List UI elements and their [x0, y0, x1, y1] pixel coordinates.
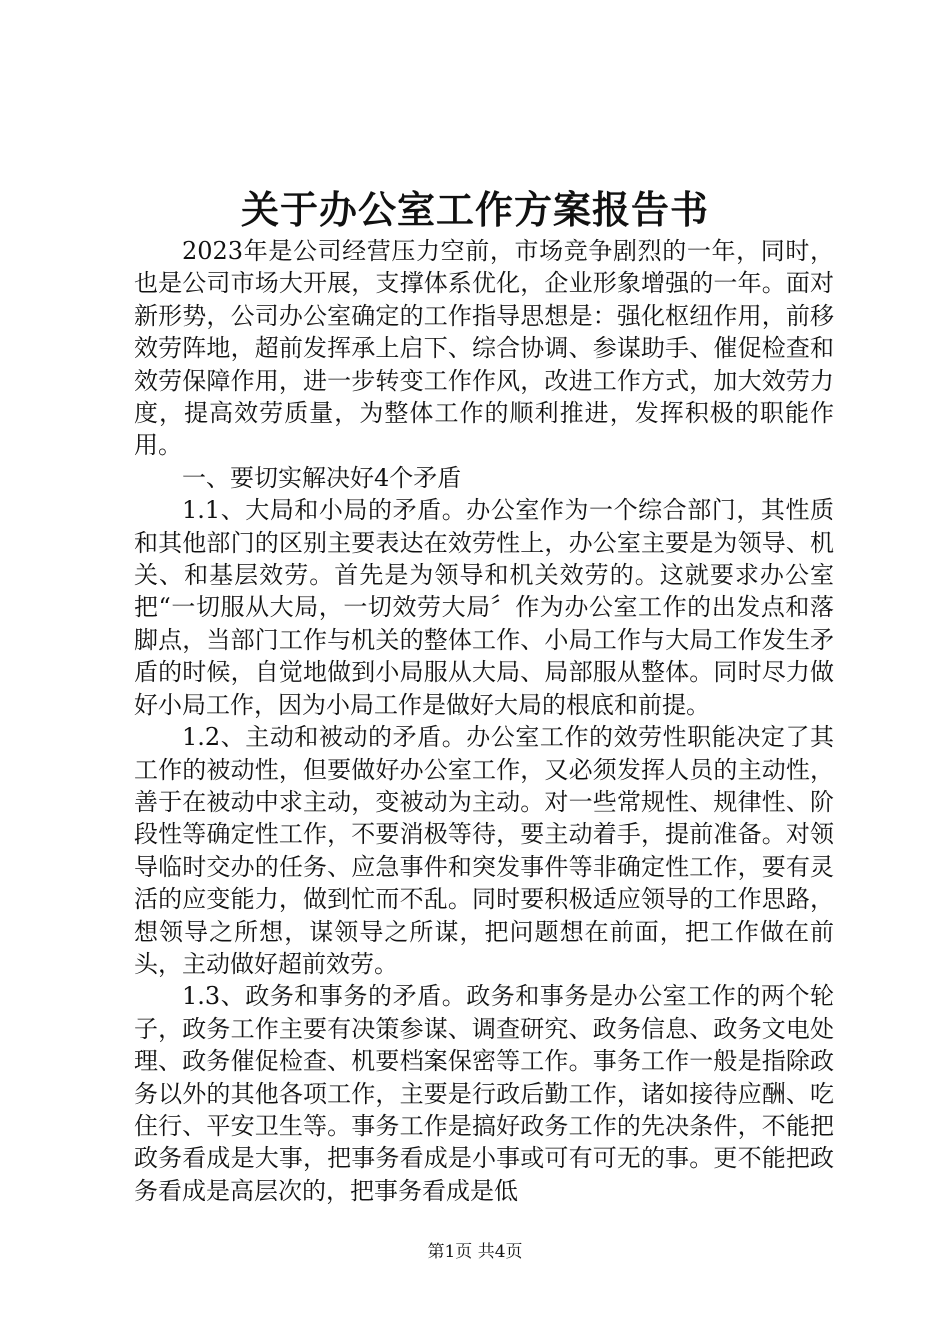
section-heading: 一、要切实解决好4个矛盾 — [182, 463, 462, 492]
paragraph-intro: 2023年是公司经营压力空前，市场竞争剧烈的一年，同时，也是公司市场大开展，支撑体系优化，企业形象增强的一年。面对新形势，公司办公室确定的工作指导思想是：强化枢纽作用，前移效劳阵地，超前发挥承上启下、综合协调、参谋助手、催促检查和效劳保障作用，进一步转变工作作风，改进工作方式，加大效劳力度，提高效劳质量，为整体工作的顺利推进，发挥积极的职能作用。 — [134, 237, 834, 460]
paragraph-1-2: 1.2、主动和被动的矛盾。办公室工作的效劳性职能决定了其工作的被动性，但要做好办公室工作，又必须发挥人员的主动性，善于在被动中求主动，变被动为主动。对一些常规性、规律性、阶段性等确定性工作，不要消极等待，要主动着手，提前准备。对领导临时交办的任务、应急事件和突发事件等非确定性工作，要有灵活的应变能力，做到忙而不乱。同时要积极适应领导的工作思路，想领导之所想，谋领导之所谋，把问题想在前面，把工作做在前头，主动做好超前效劳。 — [134, 723, 834, 978]
document-body — [134, 235, 834, 1207]
paragraph-1-1: 1.1、大局和小局的矛盾。办公室作为一个综合部门，其性质和其他部门的区别主要表达在效劳性上，办公室主要是为领导、机关、和基层效劳。首先是为领导和机关效劳的。这就要求办公室把“一切服从大局，一切效劳大局〞作为办公室工作的出发点和落脚点，当部门工作与机关的整体工作、小局工作与大局工作发生矛盾的时候，自觉地做到小局服从大局、局部服从整体。同时尽力做好小局工作，因为小局工作是做好大局的根底和前提。 — [134, 496, 834, 719]
paragraph-1-3: 1.3、政务和事务的矛盾。政务和事务是办公室工作的两个轮子，政务工作主要有决策参谋、调查研究、政务信息、政务文电处理、政务催促检查、机要档案保密等工作。事务工作一般是指除政务以外的其他各项工作，主要是行政后勤工作，诸如接待应酬、吃住行、平安卫生等。事务工作是搞好政务工作的先决条件，不能把政务看成是大事，把事务看成是小事或可有可无的事。更不能把政务看成是高层次的，把事务看成是低 — [134, 982, 834, 1205]
page-number-footer: 第1页 共4页 — [427, 1242, 523, 1262]
document-title: 关于办公室工作方案报告书 — [240, 187, 709, 232]
